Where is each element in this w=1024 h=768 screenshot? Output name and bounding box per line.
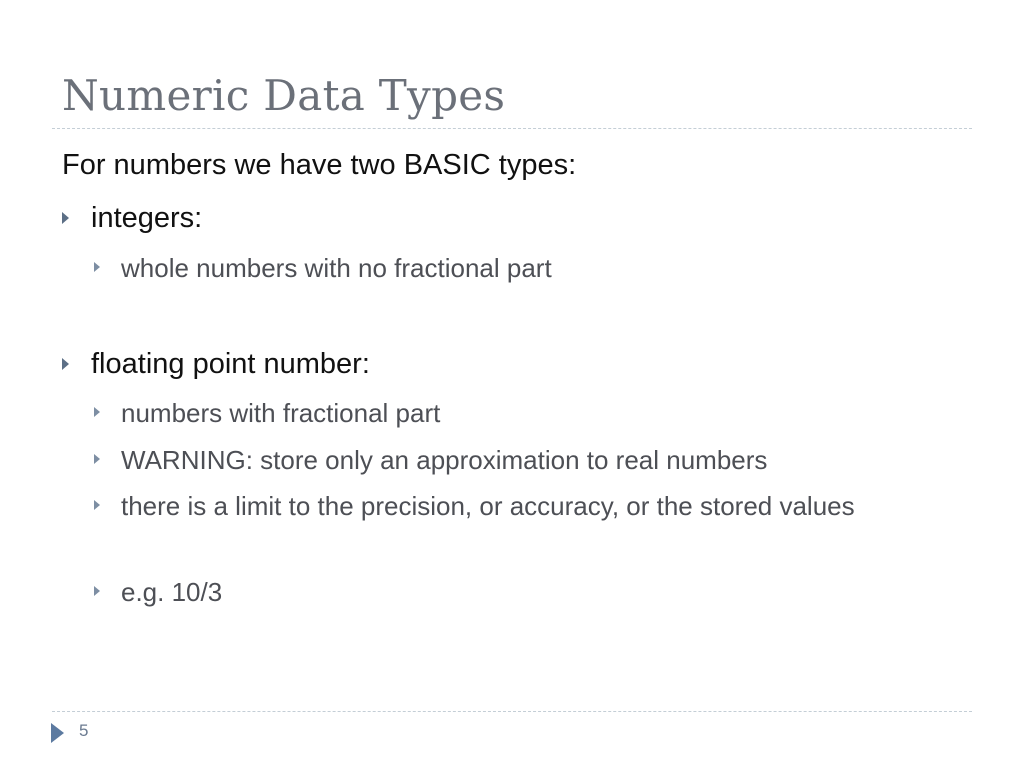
sub-bullet-triangle-icon: [94, 454, 100, 464]
sub-bullet-example: [94, 574, 914, 610]
bullet-floating-point: [62, 344, 370, 384]
sub-bullet-text: there is a limit to the precision, or accuracy, or the stored values: [121, 491, 855, 521]
bullet-integers: [62, 198, 202, 238]
slide-title: Numeric Data Types: [62, 71, 506, 120]
bullet-triangle-icon: [62, 212, 69, 224]
page-number: 5: [79, 721, 89, 740]
sub-bullet-warning: [94, 442, 914, 478]
bullet-label: floating point number:: [91, 348, 370, 380]
sub-bullet-text: numbers with fractional part: [121, 398, 441, 428]
bullet-triangle-icon: [62, 358, 69, 370]
sub-bullet-whole-numbers: [94, 250, 914, 286]
sub-bullet-triangle-icon: [94, 262, 100, 272]
sub-bullet-precision-limit: [94, 488, 914, 524]
sub-bullet-triangle-icon: [94, 500, 100, 510]
sub-bullet-triangle-icon: [94, 586, 100, 596]
bullet-label: integers:: [91, 202, 203, 234]
footer-divider: [52, 711, 972, 712]
intro-text: For numbers we have two BASIC types:: [62, 149, 577, 181]
page-marker-triangle-icon: [51, 723, 64, 743]
sub-bullet-text: e.g. 10/3: [121, 577, 223, 607]
sub-bullet-fractional-part: [94, 395, 914, 431]
title-divider: [52, 128, 972, 129]
sub-bullet-text: WARNING: store only an approximation to real numbers: [121, 445, 768, 475]
sub-bullet-text: whole numbers with no fractional part: [121, 253, 552, 283]
sub-bullet-triangle-icon: [94, 407, 100, 417]
